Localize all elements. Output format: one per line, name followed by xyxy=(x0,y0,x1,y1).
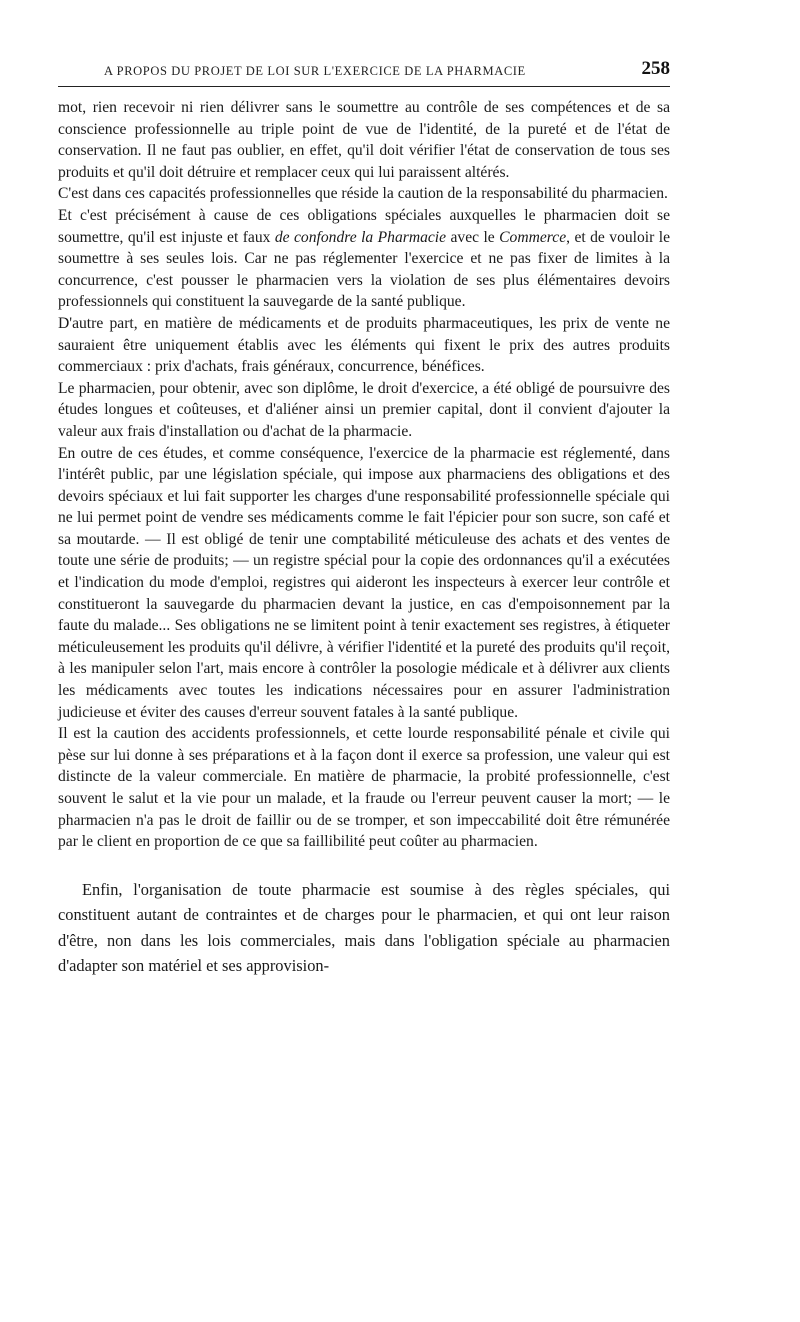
paragraph-1: mot, rien recevoir ni rien délivrer sans le soumettre au contrôle de ses compétences et de sa conscience professionnelle au triple point de vue de l'identité, de la pureté et de l'état de conservation. Il ne faut pas oublier, en effet, qu'il doit vérifier l'état de conservation de tous ses produits et qu'il doit détruire et remplacer ceux qui lui paraissent altérés. xyxy=(58,99,670,181)
paragraph-4: D'autre part, en matière de médicaments et de produits pharmaceutiques, les prix de vente ne sauraient être uniquement établis avec les éléments qui fixent le prix des autres produits commerciaux : prix d'achats, frais généraux, concurrence, bénéfices. xyxy=(58,314,670,376)
paragraph-spacer xyxy=(58,853,670,877)
running-title: A PROPOS DU PROJET DE LOI SUR L'EXERCICE DE LA PHARMACIE xyxy=(104,64,526,78)
paragraph-5: Le pharmacien, pour obtenir, avec son diplôme, le droit d'exercice, a été obligé de poursuivre des études longues et coûteuses, et d'aliéner ainsi un premier capital, dont il convient d'ajouter la valeur aux frais d'installation ou d'achat de la pharmacie. xyxy=(58,379,670,440)
paragraph-3-text-b: avec le xyxy=(446,228,500,246)
running-header xyxy=(58,52,670,87)
paragraph-8: Enfin, l'organisation de toute pharmacie est soumise à des règles spéciales, qui constituent autant de contraintes et de charges pour le pharmacien, et qui ont leur raison d'être, non dans les lois commerciales, mais dans l'obligation spéciale au pharmacien d'adapter son matériel et ses approvision- xyxy=(58,879,670,975)
paragraph-7: Il est la caution des accidents professionnels, et cette lourde responsabilité pénale et civile qui pèse sur lui donne à ses préparations et à la façon dont il exerce sa profession, une valeur qui est distincte de la valeur commerciale. En matière de pharmacie, la probité professionnelle, c'est souvent le salut et la vie pour un malade, et la fraude ou l'erreur peuvent causer la mort; — le pharmacien n'a pas le droit de faillir ou de se tromper, et son impeccabilité doit être rémunérée par le client en proportion de ce que sa faillibilité peut coûter au pharmacien. xyxy=(58,725,670,851)
paragraph-3-text-a: Et c'est précisément à cause de ces obligations spéciales auxquelles le pharmacien doit se soumettre, qu'il est injuste et faux xyxy=(58,206,670,246)
paragraph-3-text-c: , et de vouloir le soumettre à ses seules lois. Car ne pas réglementer l'exercice et ne pas fixer de limites à la concurrence, c'est pousser le pharmacien vers la violation de ses plus élémentaires devoirs professionnels qui constituent la sauvegarde de la santé publique. xyxy=(58,228,671,311)
paragraph-3 xyxy=(58,205,670,313)
paragraph-3-emphasis-pharmacie: de confondre la Pharmacie xyxy=(274,228,447,246)
page-number: 258 xyxy=(641,58,670,79)
body-text xyxy=(58,97,670,978)
paragraph-2: C'est dans ces capacités professionnelles que réside la caution de la responsabilité du pharmacien. xyxy=(58,185,668,203)
paragraph-3-emphasis-commerce: Commerce xyxy=(499,228,567,246)
document-page xyxy=(58,52,670,978)
paragraph-6: En outre de ces études, et comme conséquence, l'exercice de la pharmacie est réglementé, dans l'intérêt public, par une législation spéciale, qui impose aux pharmaciens des obligations et des devoirs spéciaux et lui fait supporter les charges d'une responsabilité professionnelle spéciale qui ne lui permet point de vendre ses médicaments comme le fait l'épicier pour son sucre, son café et sa moutarde. — Il est obligé de tenir une comptabilité méticuleuse des achats et des ventes de toute une série de produits; — un registre spécial pour la copie des ordonnances qu'il a exécutées et l'indication du mode d'emploi, registres qui aideront les inspecteurs à exercer leur contrôle et constitueront la sauvegarde du pharmacien devant la justice, en cas d'empoisonnement par la faute du malade... Ses obligations ne se limitent point à tenir exactement ses registres, à étiqueter méticuleusement les produits qu'il délivre, à vérifier l'identité et la pureté des produits qu'il reçoit, à les manipuler selon l'art, mais encore à contrôler la posologie médicale et à délivrer aux clients les médicaments avec toutes les indications nécessaires pour en assurer l'administration judicieuse et éviter des causes d'erreur souvent fatales à la santé publique. xyxy=(58,444,670,721)
